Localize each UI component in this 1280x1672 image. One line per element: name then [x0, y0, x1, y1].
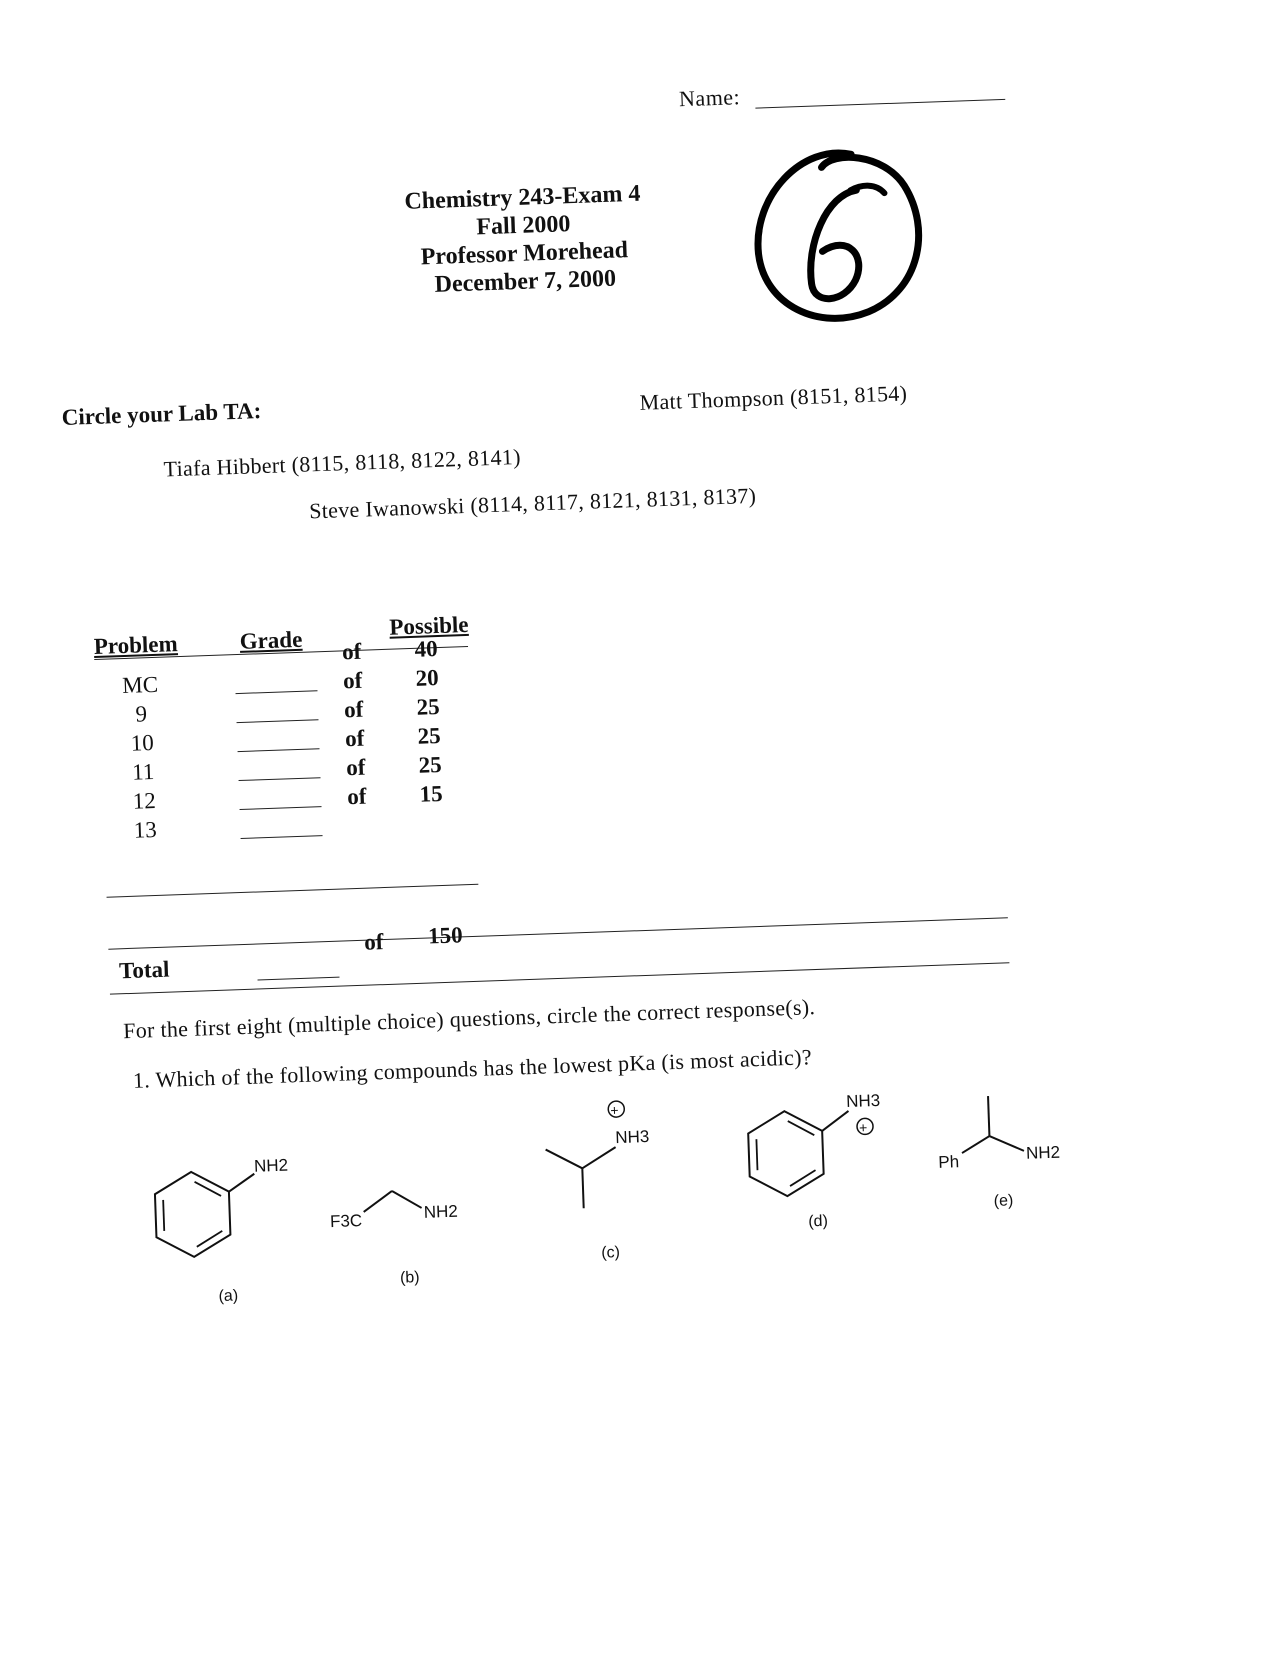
possible-points: 25 — [416, 694, 441, 720]
option-b-group-nh2: NH2 — [423, 1201, 459, 1222]
option-d-structure[interactable] — [747, 1091, 885, 1233]
option-b-structure[interactable] — [329, 1189, 460, 1289]
question-1-structures — [13, 1040, 1221, 1332]
option-b-group-f3c: F3C — [329, 1211, 363, 1232]
of-label: of — [341, 638, 362, 665]
total-possible: 150 — [427, 922, 464, 949]
problem-id: 11 — [131, 759, 155, 785]
option-d-label: (d) — [808, 1212, 829, 1231]
name-field[interactable] — [755, 99, 1005, 109]
exam-date: December 7, 2000 — [434, 265, 617, 298]
possible-points: 20 — [415, 665, 440, 691]
table-divider — [107, 884, 479, 898]
of-label: of — [342, 667, 363, 694]
total-label: Total — [118, 956, 170, 984]
total-rule-bottom — [110, 962, 1009, 994]
grade-blank[interactable] — [236, 695, 319, 723]
option-c-group-nh3: NH3 — [614, 1126, 650, 1148]
problem-id: 9 — [134, 701, 148, 727]
problem-id: 12 — [132, 787, 157, 814]
option-c-charge: + — [610, 1102, 619, 1119]
exam-header — [362, 178, 686, 301]
option-d-group-nh3: NH3 — [845, 1090, 881, 1112]
instructions: For the first eight (multiple choice) questions, circle the correct response(s). — [122, 994, 816, 1044]
handwritten-grade-mark — [732, 129, 939, 336]
grade-blank[interactable] — [238, 753, 321, 781]
possible-points: 40 — [414, 636, 439, 662]
option-c-label: (c) — [600, 1244, 621, 1262]
possible-points: 25 — [417, 722, 442, 749]
grade-blank[interactable] — [237, 724, 320, 752]
professor: Professor Morehead — [420, 237, 629, 271]
total-of-label: of — [363, 929, 384, 955]
option-e-structure[interactable] — [936, 1094, 1062, 1212]
grade-blank[interactable] — [240, 811, 323, 839]
option-a-group-nh2: NH2 — [253, 1155, 289, 1176]
header-possible: Possible — [388, 611, 469, 640]
option-e-group-nh2: NH2 — [1025, 1142, 1061, 1163]
option-e-group-ph: Ph — [937, 1152, 960, 1172]
total-rule-top — [108, 917, 1007, 949]
option-b-label: (b) — [399, 1269, 420, 1287]
option-c-structure[interactable] — [544, 1100, 654, 1264]
problem-id: MC — [121, 671, 159, 699]
of-label: of — [343, 696, 364, 723]
of-label: of — [345, 754, 366, 781]
problem-id: 10 — [130, 730, 155, 756]
lab-ta-title: Circle your Lab TA: — [61, 398, 262, 430]
of-label: of — [346, 783, 367, 810]
ta-option-iwanowski[interactable]: Steve Iwanowski (8114, 8117, 8121, 8131, 8137) — [308, 482, 757, 524]
grade-blank[interactable] — [239, 782, 322, 810]
option-a-structure[interactable] — [154, 1156, 293, 1308]
header-problem: Problem — [93, 631, 179, 660]
problem-id: 13 — [133, 816, 158, 843]
possible-points: 25 — [418, 751, 443, 778]
option-a-label: (a) — [218, 1287, 239, 1306]
semester: Fall 2000 — [475, 211, 571, 241]
name-label: Name: — [678, 84, 741, 112]
course-title: Chemistry 243-Exam 4 — [404, 180, 641, 215]
possible-points: 15 — [419, 780, 444, 807]
question-1-text: 1. Which of the following compounds has the lowest pKa (is most acidic)? — [132, 1044, 813, 1093]
option-d-charge: + — [858, 1119, 868, 1136]
header-grade: Grade — [239, 626, 303, 654]
grade-blank[interactable] — [235, 666, 318, 694]
ta-option-thompson[interactable]: Matt Thompson (8151, 8154) — [639, 380, 908, 415]
total-grade-blank[interactable] — [257, 959, 340, 981]
of-label: of — [344, 725, 365, 752]
ta-option-hibbert[interactable]: Tiafa Hibbert (8115, 8118, 8122, 8141) — [163, 444, 522, 482]
option-e-label: (e) — [993, 1192, 1014, 1210]
